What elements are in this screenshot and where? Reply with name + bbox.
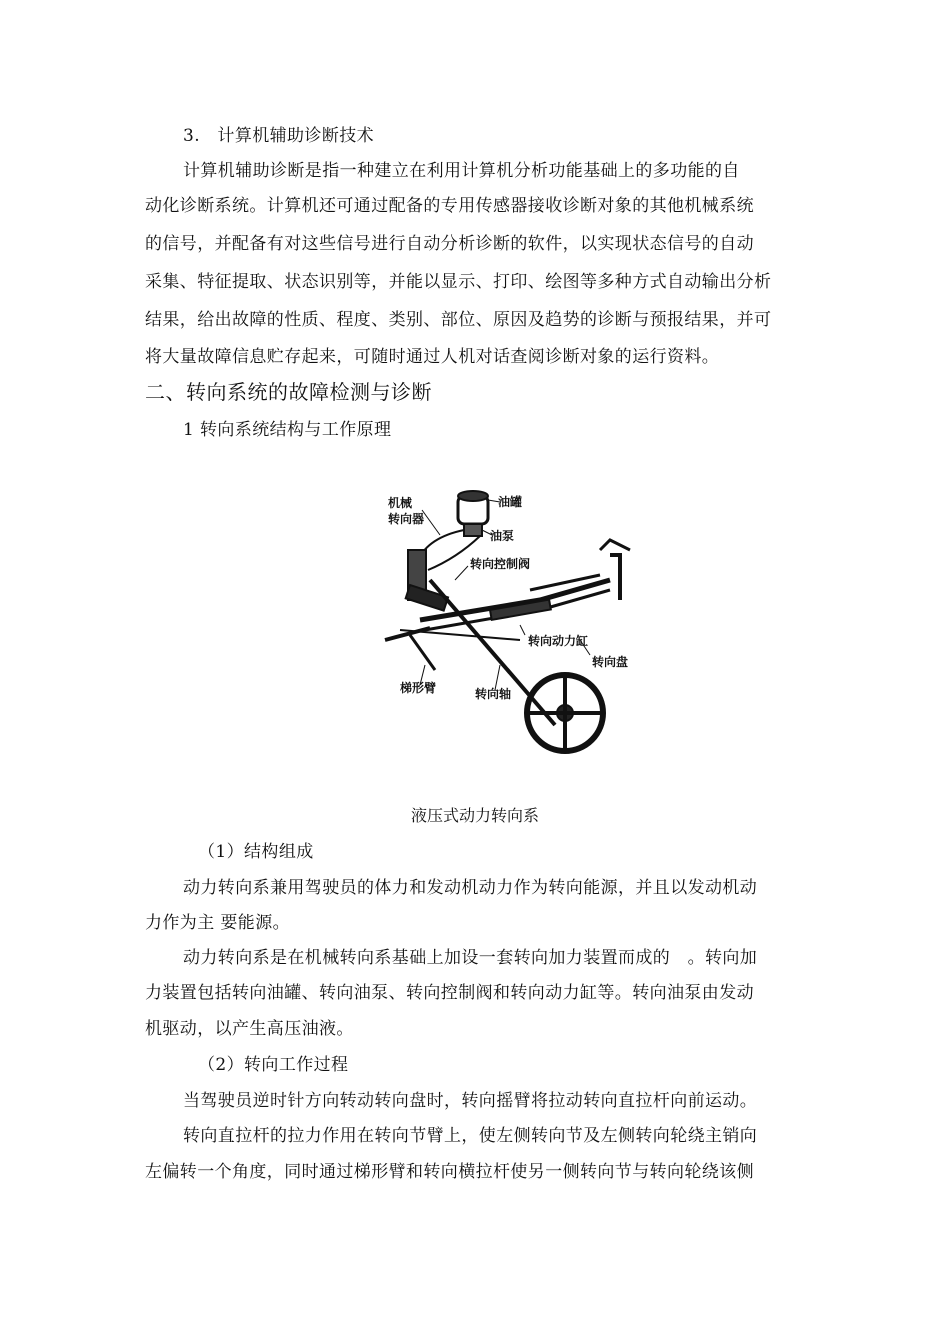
paragraph-line: 结果，给出故障的性质、程度、类别、部位、原因及趋势的诊断与预报结果，并可	[145, 310, 772, 330]
paragraph-line: 机驱动，以产生高压油液。	[145, 1019, 354, 1039]
label-mechanical: 机械	[388, 496, 413, 510]
structure-heading: （1）结构组成	[198, 842, 314, 862]
paragraph-line: 转向直拉杆的拉力作用在转向节臂上，使左侧转向节及左侧转向轮绕主销向	[183, 1126, 758, 1146]
paragraph-line: 动化诊断系统。计算机还可通过配备的专用传感器接收诊断对象的其他机械系统	[145, 196, 754, 216]
subsection-heading: 1 转向系统结构与工作原理	[183, 420, 392, 440]
label-steering-wheel: 转向盘	[592, 655, 629, 669]
label-steering-gear: 转向器	[388, 512, 425, 526]
power-steering-diagram	[380, 480, 650, 760]
paragraph-line: 力作为主 要能源。	[145, 913, 291, 933]
paragraph-line: 左偏转一个角度，同时通过梯形臂和转向横拉杆使另一侧转向节与转向轮绕该侧	[145, 1162, 754, 1182]
label-oil-pump: 油泵	[490, 529, 515, 543]
paragraph-line: 动力转向系是在机械转向系基础上加设一套转向加力装置而成的 。转向加	[183, 948, 758, 968]
paragraph-line: 当驾驶员逆时针方向转动转向盘时，转向摇臂将拉动转向直拉杆向前运动。	[183, 1091, 758, 1111]
paragraph-line: 动力转向系兼用驾驶员的体力和发动机动力作为转向能源，并且以发动机动	[183, 878, 758, 898]
label-steering-shaft: 转向轴	[475, 687, 512, 701]
label-control-valve: 转向控制阀	[470, 557, 531, 571]
label-power-cylinder: 转向动力缸	[528, 634, 589, 648]
paragraph-line: 采集、特征提取、状态识别等，并能以显示、打印、绘图等多种方式自动输出分析	[145, 272, 772, 292]
section-heading: 3. 计算机辅助诊断技术	[183, 126, 375, 146]
chapter-heading: 二、转向系统的故障检测与诊断	[145, 380, 432, 404]
label-oil-reservoir: 油罐	[498, 495, 523, 509]
paragraph-line: 力装置包括转向油罐、转向油泵、转向控制阀和转向动力缸等。转向油泵由发动	[145, 983, 754, 1003]
paragraph-line: 的信号，并配备有对这些信号进行自动分析诊断的软件，以实现状态信号的自动	[145, 234, 754, 254]
paragraph-line: 将大量故障信息贮存起来，可随时通过人机对话查阅诊断对象的运行资料。	[145, 347, 720, 367]
process-heading: （2）转向工作过程	[198, 1055, 349, 1075]
paragraph-line: 计算机辅助诊断是指一种建立在利用计算机分析功能基础上的多功能的自	[183, 161, 740, 181]
figure-caption: 液压式动力转向系	[410, 806, 539, 825]
label-trapezoid-arm: 梯形臂	[400, 681, 437, 695]
